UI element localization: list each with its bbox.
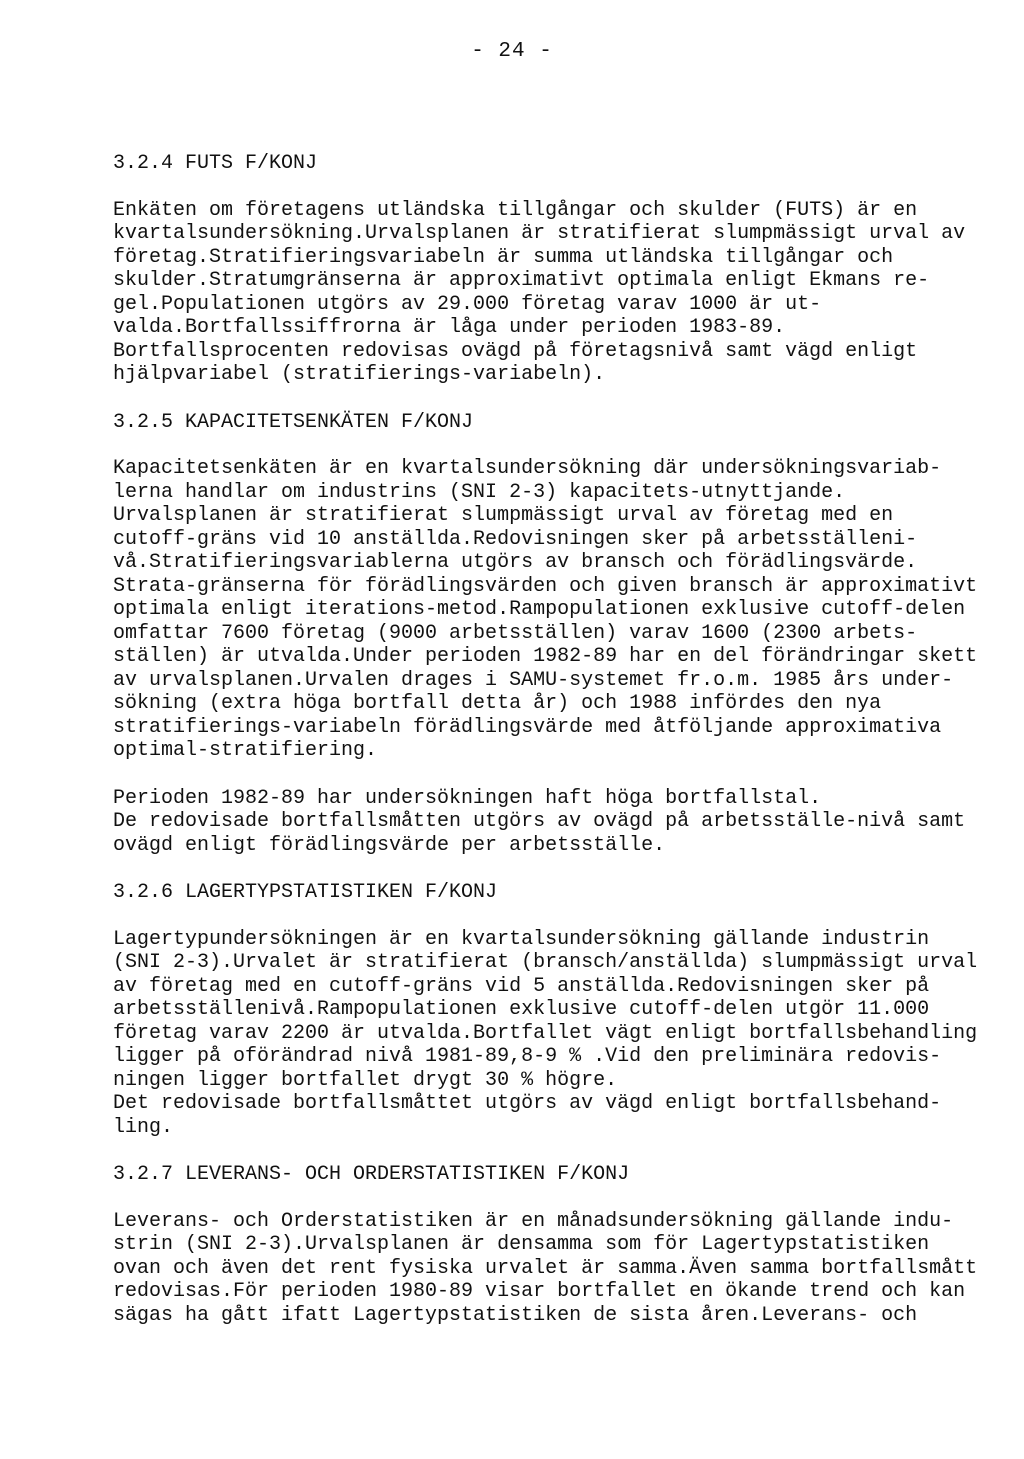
text-line: Strata-gränserna för förädlingsvärden och given bransch är approximativt: [113, 574, 978, 598]
text-line: De redovisade bortfallsmåtten utgörs av ovägd på arbetsställe-nivå samt: [113, 810, 966, 833]
text-line: Leverans- och Orderstatistiken är en månadsundersökning gällande indu-: [113, 1209, 954, 1233]
document-body: [113, 152, 978, 1351]
section: [113, 152, 966, 411]
text-line: gel.Populationen utgörs av 29.000 företag varav 1000 är ut-: [113, 292, 822, 316]
text-line: cutoff-gräns vid 10 anställda.Redovisningen sker på arbetsställeni-: [113, 527, 918, 551]
text-line: sökning (extra höga bortfall detta år) och 1988 infördes den nya: [113, 692, 882, 715]
text-line: Perioden 1982-89 har undersökningen haft höga bortfallstal.: [113, 786, 822, 810]
text-line: redovisas.För perioden 1980-89 visar bortfallet en ökande trend och kan: [113, 1280, 966, 1303]
text-line: optimal-stratifiering.: [113, 739, 378, 762]
section: [113, 410, 978, 882]
text-line: ling.: [113, 1115, 174, 1139]
paragraph: [113, 198, 966, 387]
text-line: av urvalsplanen.Urvalen drages i SAMU-systemet fr.o.m. 1985 års under-: [113, 668, 954, 692]
text-line: Bortfallsprocenten redovisas ovägd på företagsnivå samt vägd enligt: [113, 339, 918, 363]
text-line: sägas ha gått ifatt Lagertypstatistiken de sista åren.Leverans- och: [113, 1303, 918, 1327]
section: [113, 1163, 978, 1351]
paragraph: [113, 786, 966, 858]
paragraph: [113, 457, 978, 763]
section: [113, 881, 978, 1163]
text-line: Enkäten om företagens utländska tillgångar och skulder (FUTS) är en: [113, 198, 918, 222]
text-line: optimala enligt iterations-metod.Rampopulationen exklusive cutoff-delen: [113, 598, 966, 621]
section-heading: 3.2.6 LAGERTYPSTATISTIKEN F/KONJ: [113, 881, 498, 904]
paragraph: [113, 1209, 978, 1328]
text-line: skulder.Stratumgränserna är approximativt optimala enligt Ekmans re-: [113, 269, 930, 292]
text-line: Det redovisade bortfallsmåttet utgörs av vägd enligt bortfallsbehand-: [113, 1092, 942, 1115]
text-line: omfattar 7600 företag (9000 arbetsställen) varav 1600 (2300 arbets-: [113, 621, 918, 645]
text-line: ställen) är utvalda.Under perioden 1982-89 har en del förändringar skett: [113, 645, 978, 668]
text-line: stratifierings-variabeln förädlingsvärde med åtföljande approximativa: [113, 715, 942, 739]
page-number: - 24 -: [471, 40, 553, 63]
text-line: strin (SNI 2-3).Urvalsplanen är densamma som för Lagertypstatistiken: [113, 1233, 930, 1256]
text-line: Lagertypundersökningen är en kvartalsundersökning gällande industrin: [113, 927, 930, 951]
text-line: hjälpvariabel (stratifierings-variabeln).: [113, 363, 606, 386]
paragraph: [113, 927, 978, 1140]
text-line: vå.Stratifieringsvariablerna utgörs av bransch och förädlingsvärde.: [113, 551, 918, 574]
text-line: Kapacitetsenkäten är en kvartalsundersökning där undersökningsvariab-: [113, 457, 942, 480]
text-line: valda.Bortfallssiffrorna är låga under perioden 1983-89.: [113, 316, 786, 339]
text-line: arbetsställenivå.Rampopulationen exklusive cutoff-delen utgör 11.000: [113, 998, 930, 1021]
text-line: ovägd enligt förädlingsvärde per arbetsställe.: [113, 833, 666, 857]
text-line: av företag med en cutoff-gräns vid 5 anställda.Redovisningen sker på: [113, 974, 930, 998]
text-line: ningen ligger bortfallet drygt 30 % högre.: [113, 1068, 618, 1092]
text-line: kvartalsundersökning.Urvalsplanen är stratifierat slumpmässigt urval av: [113, 222, 966, 245]
text-line: ligger på oförändrad nivå 1981-89,8-9 % .Vid den preliminära redovis-: [113, 1045, 942, 1068]
text-line: (SNI 2-3).Urvalet är stratifierat (bransch/anställda) slumpmässigt urval: [113, 951, 978, 974]
section-heading: 3.2.5 KAPACITETSENKÄTEN F/KONJ: [113, 410, 474, 434]
text-line: företag varav 2200 är utvalda.Bortfallet vägt enligt bortfallsbehandling: [113, 1021, 978, 1045]
text-line: företag.Stratifieringsvariabeln är summa utländska tillgångar och: [113, 245, 894, 269]
text-line: Urvalsplanen är stratifierat slumpmässigt urval av företag med en: [113, 504, 894, 527]
text-line: lerna handlar om industrins (SNI 2-3) kapacitets-utnyttjande.: [113, 480, 846, 504]
section-heading: 3.2.7 LEVERANS- OCH ORDERSTATISTIKEN F/KONJ: [113, 1163, 630, 1186]
text-line: ovan och även det rent fysiska urvalet är samma.Även samma bortfallsmått: [113, 1256, 978, 1280]
section-heading: 3.2.4 FUTS F/KONJ: [113, 152, 318, 175]
